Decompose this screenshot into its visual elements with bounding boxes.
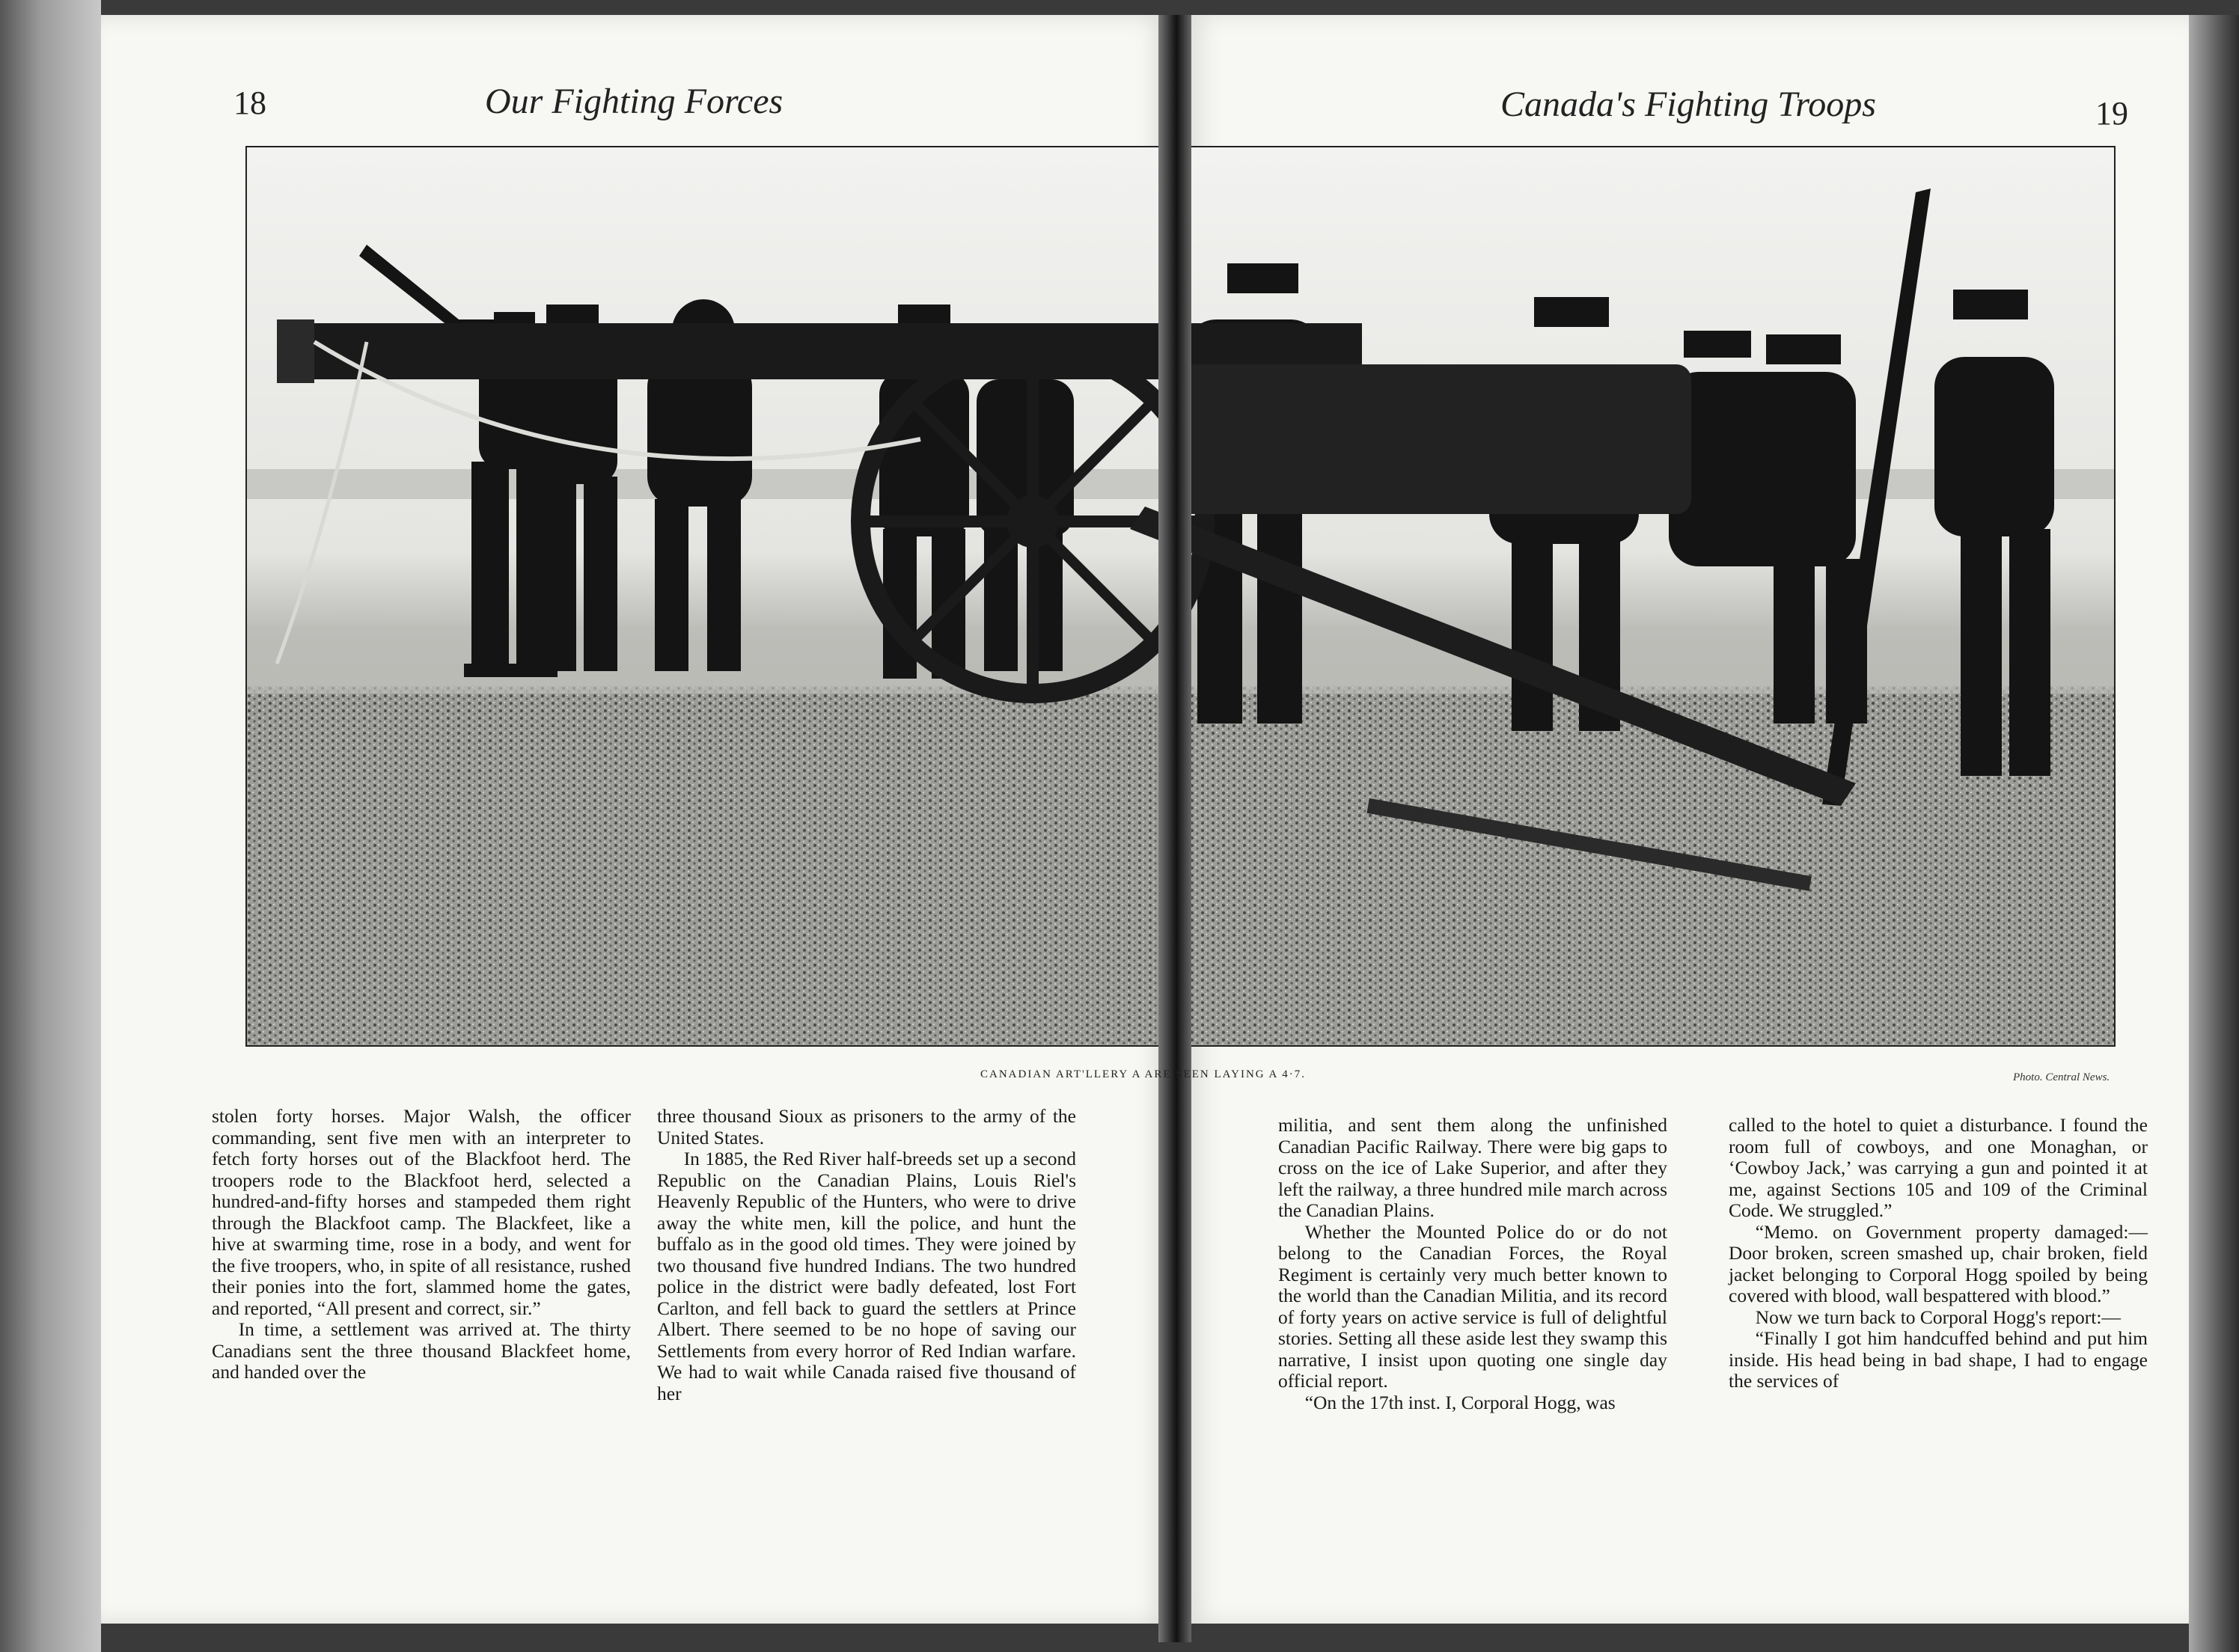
paragraph: three thousand Sioux as prisoners to the army of the United States. bbox=[657, 1105, 1076, 1148]
text-column-3 bbox=[1278, 1115, 1667, 1413]
right-running-title: Canada's Fighting Troops bbox=[1500, 85, 1876, 124]
paragraph: In 1885, the Red River half-breeds set up a second Republic on the Canadian Plains, Louis Riel's Heavenly Republic of the Hunters, who were to drive away the white men, kill the police, and hunt the buffalo as in the good old times. They were joined by two thousand five hundred Indians. The two hundred police in the district were badly defeated, lost Fort Carlton, and fell back to guard the settlers at Prince Albert. There seemed to be no hope of saving our Settlements from every horror of Red Indian warfare. We had to wait while Canada raised five thousand of her bbox=[657, 1148, 1076, 1404]
book-gutter bbox=[1158, 15, 1191, 1642]
paragraph: “Memo. on Government property damaged:—Door broken, screen smashed up, chair broken, field jacket belonging to Corporal Hogg spoiled by being covered with blood, wall bespattered with blood.” bbox=[1729, 1220, 2148, 1306]
paragraph: militia, and sent them along the unfinished Canadian Pacific Railway. There were big gaps to cross on the ice of Lake Superior, and after they left the railway, a three hundred mile march across the Canadian Plains. bbox=[1278, 1114, 1667, 1221]
paragraph: “On the 17th inst. I, Corporal Hogg, was bbox=[1304, 1391, 1616, 1413]
text-column-1 bbox=[212, 1106, 631, 1383]
text-column-4 bbox=[1729, 1115, 2148, 1392]
scan-background-left bbox=[0, 0, 101, 1652]
photo-caption: CANADIAN ART'LLERY A ARE SEEN LAYING A 4·7. bbox=[980, 1068, 1307, 1080]
paragraph: Whether the Mounted Police do or do not belong to the Canadian Forces, the Royal Regiment is certainly very much better known to the world than the Canadian Militia, and its record of forty years on active service is full of delightful stories. Setting all these aside lest they swamp this narrative, I insist upon quoting one single day official report. bbox=[1278, 1220, 1667, 1392]
left-running-title: Our Fighting Forces bbox=[485, 82, 784, 121]
paragraph: stolen forty horses. Major Walsh, the officer commanding, sent five men with an interpreter to fetch forty horses out of the Blackfoot herd. The troopers rode to the Blackfoot herd, selected a hundred-and-fifty horses and stampeded them right through the Blackfoot camp. The Blackfeet, like a hive at swarming time, rose in a body, and went for the five troopers, who, in spite of all resistance, rushed their ponies into the fort, slammed home the gates, and reported, “All present and correct, sir.” bbox=[212, 1105, 631, 1319]
paragraph: Now we turn back to Corporal Hogg's report:— bbox=[1755, 1306, 2121, 1328]
photo-credit: Photo. Central News. bbox=[2013, 1071, 2110, 1083]
scan-background-right bbox=[2189, 15, 2239, 1652]
paragraph: “Finally I got him handcuffed behind and put him inside. His head being in bad shape, I had to engage the services of bbox=[1729, 1327, 2148, 1392]
paragraph: called to the hotel to quiet a disturbance. I found the room full of cowboys, and one Monaghan, or ‘Cowboy Jack,’ was carrying a gun and pointed it at me, against Sections 105 and 109 of the Criminal Code. We struggled.” bbox=[1729, 1114, 2148, 1221]
paragraph: In time, a settlement was arrived at. The thirty Canadians sent the three thousand Blackfeet home, and handed over the bbox=[212, 1318, 631, 1383]
text-column-2 bbox=[657, 1106, 1076, 1404]
left-page-number: 18 bbox=[233, 85, 266, 121]
right-page-number: 19 bbox=[2095, 95, 2128, 132]
